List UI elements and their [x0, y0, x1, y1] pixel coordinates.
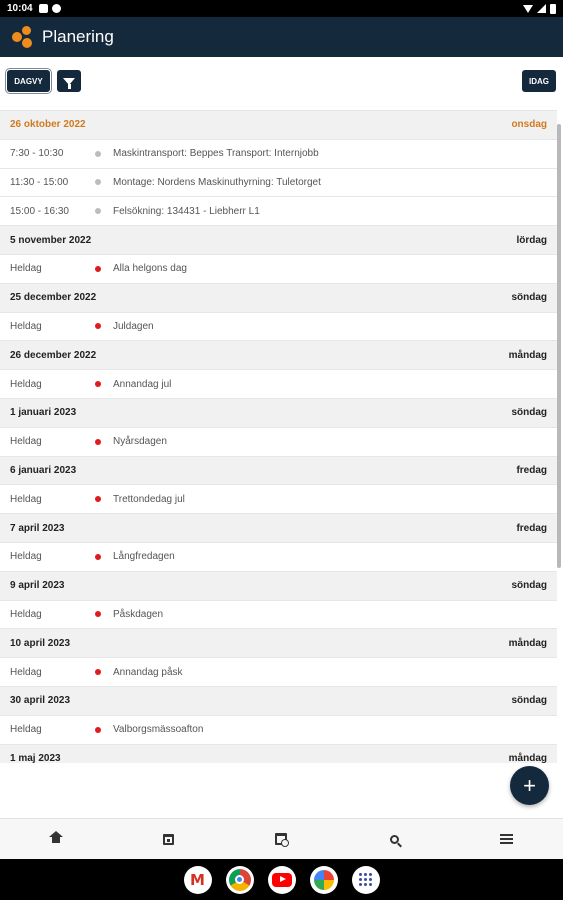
event-row[interactable]	[0, 313, 557, 342]
date-label: 6 januari 2023	[10, 464, 77, 476]
holiday-dot-icon	[95, 323, 101, 329]
event-description: Valborgsmässoafton	[113, 724, 204, 736]
filter-button[interactable]	[57, 70, 81, 92]
android-taskbar	[0, 859, 563, 900]
event-row[interactable]	[0, 543, 557, 572]
event-time: Heldag	[10, 436, 42, 448]
holiday-dot-icon	[95, 266, 101, 272]
sync-icon	[52, 4, 61, 13]
event-time: Heldag	[10, 551, 42, 563]
weekday-label: söndag	[511, 695, 547, 707]
date-header	[0, 629, 557, 658]
date-label: 30 april 2023	[10, 695, 71, 707]
event-row[interactable]	[0, 485, 557, 514]
weekday-label: söndag	[511, 407, 547, 419]
nav-menu[interactable]	[450, 819, 563, 859]
date-label: 26 oktober 2022	[10, 119, 86, 131]
date-label: 9 april 2023	[10, 580, 65, 592]
nav-schedule[interactable]	[225, 819, 338, 859]
wifi-icon	[523, 5, 533, 13]
date-header	[0, 745, 557, 763]
weekday-label: onsdag	[511, 119, 547, 131]
scrollbar[interactable]	[557, 124, 561, 568]
event-description: Maskintransport: Beppes Transport: Internjobb	[113, 148, 319, 160]
holiday-dot-icon	[95, 727, 101, 733]
date-header	[0, 687, 557, 716]
app-logo-icon	[12, 26, 34, 48]
nav-home[interactable]	[0, 819, 113, 859]
notification-icon	[39, 4, 48, 13]
bottom-nav	[0, 818, 563, 859]
youtube-icon[interactable]	[268, 866, 296, 894]
weekday-label: fredag	[516, 522, 547, 534]
event-row[interactable]	[0, 140, 557, 169]
date-header	[0, 111, 557, 140]
event-description: Juldagen	[113, 320, 154, 332]
calendar-icon	[163, 834, 174, 845]
date-label: 26 december 2022	[10, 349, 97, 361]
battery-icon	[550, 4, 556, 14]
filter-icon	[63, 78, 75, 85]
event-row[interactable]	[0, 169, 557, 198]
date-label: 5 november 2022	[10, 234, 92, 246]
date-header	[0, 399, 557, 428]
event-time: 11:30 - 15:00	[10, 176, 69, 188]
status-bar	[0, 0, 563, 17]
toolbar	[0, 57, 563, 109]
event-description: Montage: Nordens Maskinuthyrning: Tuletorget	[113, 176, 321, 188]
weekday-label: fredag	[516, 464, 547, 476]
event-description: Trettondedag jul	[113, 493, 185, 505]
event-description: Långfredagen	[113, 551, 175, 563]
event-time: Heldag	[10, 608, 42, 620]
event-dot-icon	[95, 151, 101, 157]
date-header	[0, 572, 557, 601]
status-icons	[523, 4, 556, 14]
holiday-dot-icon	[95, 381, 101, 387]
nav-calendar[interactable]	[113, 819, 226, 859]
event-description: Annandag jul	[113, 378, 172, 390]
menu-icon	[500, 834, 513, 844]
holiday-dot-icon	[95, 669, 101, 675]
date-header	[0, 226, 557, 255]
event-row[interactable]	[0, 370, 557, 399]
weekday-label: lördag	[516, 234, 547, 246]
event-time: Heldag	[10, 666, 42, 678]
event-time: 7:30 - 10:30	[10, 148, 64, 160]
event-row[interactable]	[0, 716, 557, 745]
nav-search[interactable]	[338, 819, 451, 859]
date-label: 1 januari 2023	[10, 407, 77, 419]
event-time: Heldag	[10, 320, 42, 332]
search-icon	[390, 835, 399, 844]
event-row[interactable]	[0, 255, 557, 284]
date-label: 25 december 2022	[10, 292, 97, 304]
event-time: Heldag	[10, 493, 42, 505]
event-time: Heldag	[10, 378, 42, 390]
status-time: 10:04	[7, 3, 33, 14]
weekday-label: måndag	[508, 752, 547, 763]
chrome-icon[interactable]	[226, 866, 254, 894]
event-description: Nyårsdagen	[113, 436, 167, 448]
dagvy-button[interactable]: DAGVY	[7, 70, 50, 92]
event-time: Heldag	[10, 724, 42, 736]
event-time: 15:00 - 16:30	[10, 205, 69, 217]
date-header	[0, 341, 557, 370]
event-description: Alla helgons dag	[113, 263, 187, 275]
date-header	[0, 457, 557, 486]
weekday-label: söndag	[511, 292, 547, 304]
event-row[interactable]	[0, 601, 557, 630]
date-header	[0, 514, 557, 543]
weekday-label: måndag	[508, 637, 547, 649]
holiday-dot-icon	[95, 554, 101, 560]
holiday-dot-icon	[95, 611, 101, 617]
app-drawer-icon[interactable]	[352, 866, 380, 894]
gmail-icon[interactable]: M	[184, 866, 212, 894]
event-dot-icon	[95, 179, 101, 185]
event-time: Heldag	[10, 263, 42, 275]
holiday-dot-icon	[95, 496, 101, 502]
event-description: Annandag påsk	[113, 666, 183, 678]
photos-icon[interactable]	[310, 866, 338, 894]
app-title: Planering	[42, 27, 114, 46]
event-description: Felsökning: 134431 - Liebherr L1	[113, 205, 260, 217]
calendar-clock-icon	[275, 833, 287, 845]
date-header	[0, 284, 557, 313]
event-row[interactable]	[0, 197, 557, 226]
event-dot-icon	[95, 208, 101, 214]
date-label: 10 april 2023	[10, 637, 71, 649]
schedule-list[interactable]	[0, 110, 557, 763]
idag-button[interactable]: IDAG	[522, 70, 556, 92]
event-row[interactable]	[0, 428, 557, 457]
event-description: Påskdagen	[113, 608, 164, 620]
weekday-label: måndag	[508, 349, 547, 361]
signal-icon	[537, 4, 546, 13]
date-label: 7 april 2023	[10, 522, 65, 534]
app-bar	[0, 17, 563, 57]
holiday-dot-icon	[95, 439, 101, 445]
add-button[interactable]: +	[510, 766, 549, 805]
weekday-label: söndag	[511, 580, 547, 592]
home-icon	[50, 834, 62, 845]
date-label: 1 maj 2023	[10, 752, 61, 763]
event-row[interactable]	[0, 658, 557, 687]
